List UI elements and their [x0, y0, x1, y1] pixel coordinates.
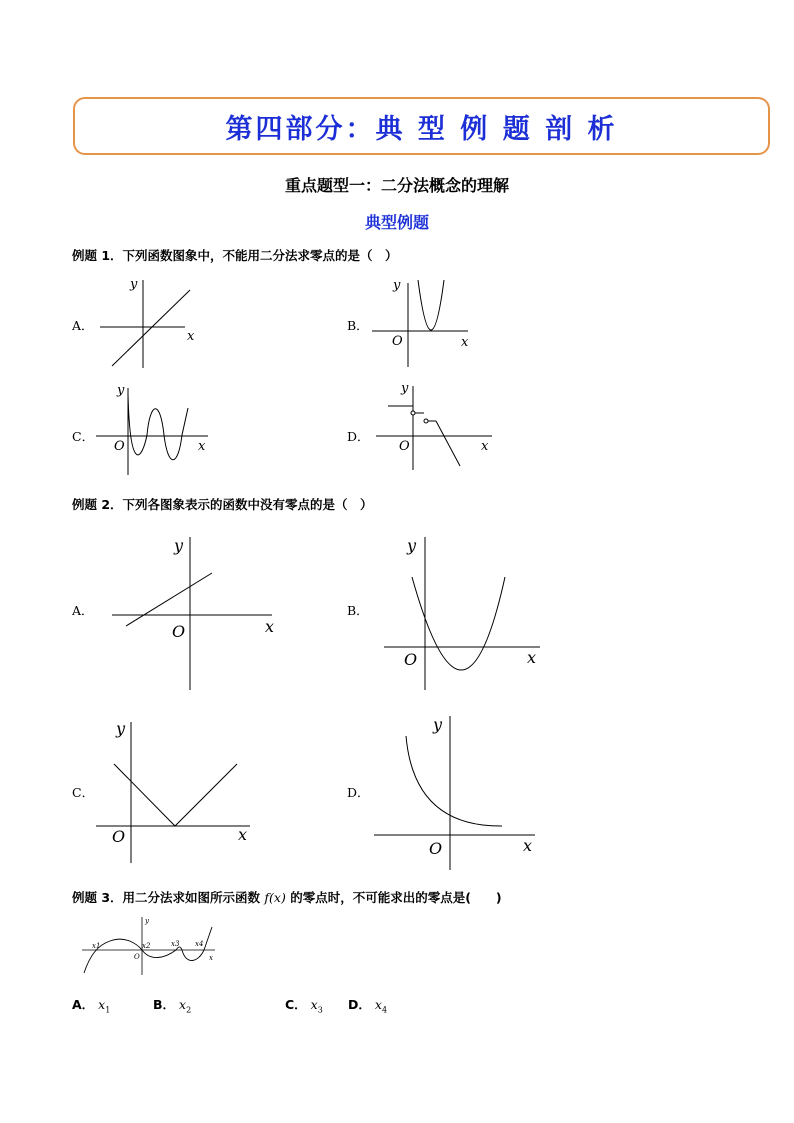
y-label: y: [174, 536, 184, 555]
x3-label: x3: [171, 940, 180, 948]
section-banner: [73, 97, 770, 155]
q1-option-d-label: D．: [347, 429, 370, 444]
wave-curve: [128, 394, 188, 460]
q1-option-c-label: C．: [72, 429, 95, 444]
origin-label: O: [392, 334, 403, 349]
q2-graph-c: [92, 718, 257, 868]
q3-stem-before: 例题 3．用二分法求如图所示函数: [72, 890, 261, 905]
y-label: y: [433, 715, 443, 734]
q2-graph-a: [110, 535, 285, 695]
origin-label: O: [134, 953, 140, 961]
q3-answer-choices: [72, 995, 492, 1017]
y-label: y: [401, 381, 409, 396]
q2-option-a-label: A．: [72, 603, 94, 618]
q2-option-b-label: B．: [347, 603, 369, 618]
graph-line: [112, 290, 190, 366]
q3-answer-c: C． $x_3$: [285, 997, 323, 1015]
x-label: x: [187, 329, 195, 344]
origin-label: O: [429, 839, 443, 858]
x-label: x: [481, 439, 489, 454]
q2-option-d-label: D．: [347, 785, 370, 800]
x-label: x: [527, 648, 537, 667]
open-point: [424, 419, 428, 423]
y-label: y: [145, 917, 149, 925]
x4-label: x4: [195, 940, 204, 948]
q3-function-name: f(x): [264, 890, 286, 905]
q1-graph-d: [374, 378, 504, 473]
x-label: x: [265, 617, 275, 636]
origin-label: O: [114, 439, 125, 454]
section-subtitle: 典型例题: [364, 213, 429, 232]
q3-answer-a: A． $x_1$: [72, 997, 111, 1015]
q3-stem-after: 的零点时，不可能求出的零点是( ): [290, 890, 502, 905]
q2-option-c-label: C．: [72, 785, 95, 800]
parabola-curve: [418, 280, 444, 330]
y-label: y: [116, 719, 126, 738]
origin-label: O: [112, 827, 126, 846]
q1-graph-a: [100, 270, 210, 370]
y-label: y: [393, 278, 401, 293]
q1-graph-b: [368, 275, 488, 370]
x-label: x: [198, 439, 206, 454]
q3-answer-d: D． $x_4$: [348, 997, 388, 1015]
origin-label: O: [172, 622, 186, 641]
q2-graph-d: [370, 712, 545, 872]
question-3-stem: [72, 888, 502, 906]
x2-label: x2: [142, 942, 151, 950]
open-point: [411, 411, 415, 415]
q1-option-a-label: A．: [72, 318, 94, 333]
q1-graph-c: [92, 380, 212, 475]
q2-graph-b: [380, 535, 545, 695]
parabola-curve: [412, 577, 505, 670]
y-label: y: [407, 536, 417, 555]
q1-option-b-label: B．: [347, 318, 369, 333]
x1-label: x1: [92, 942, 101, 950]
y-label: y: [117, 383, 125, 398]
question-2-stem: 例题 2．下列各图象表示的函数中没有零点的是（ ）: [72, 497, 373, 512]
v-shaped-graph: [114, 764, 237, 826]
descending-line: [436, 421, 460, 466]
x-label: x: [209, 954, 213, 962]
x-label: x: [523, 836, 533, 855]
x-label: x: [238, 825, 248, 844]
banner-title: 第四部分：典 型 例 题 剖 析: [225, 113, 618, 145]
q3-answer-b: B． $x_2$: [153, 997, 192, 1015]
decreasing-curve: [406, 736, 502, 826]
y-label: y: [130, 277, 138, 292]
graph-line: [126, 573, 212, 626]
origin-label: O: [404, 650, 418, 669]
q3-graph: [80, 915, 220, 977]
question-1-stem: 例题 1．下列函数图象中，不能用二分法求零点的是（ ）: [72, 248, 398, 263]
x-label: x: [461, 335, 469, 350]
origin-label: O: [399, 439, 410, 454]
section-title: 重点题型一：二分法概念的理解: [284, 176, 509, 195]
